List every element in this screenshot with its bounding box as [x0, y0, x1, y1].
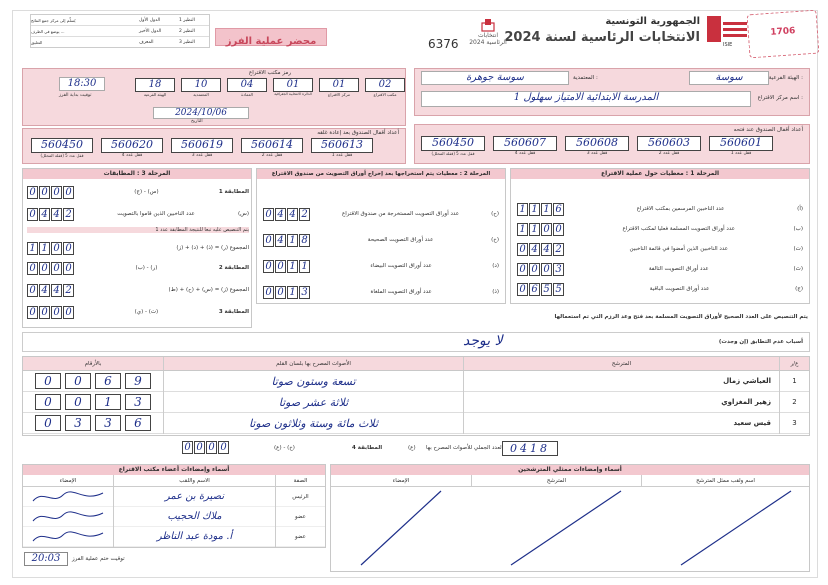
opening-locks-row — [421, 136, 773, 156]
digit-box[interactable]: 0 — [63, 262, 74, 275]
bundles-note: يتم التنصيص على العدد الصحيح لأوراق التصويت المسلمة بعد فتح وعد الرزم التي تم استعمالها — [554, 314, 808, 320]
start-time-label: توقيت بداية الفرز — [59, 93, 92, 98]
digit-box[interactable]: 0 — [263, 234, 274, 247]
members-title: أسماء وإمضاءات أعضاء مكتب الاقتراع — [23, 465, 325, 475]
digit-box[interactable]: 0 — [206, 441, 217, 454]
opening-locks-panel — [414, 124, 810, 164]
digit-box[interactable]: 0 — [35, 373, 61, 389]
stage1-label: عدد أوراق التصويت المسلمة فعليا لمكتب الاقتراع — [622, 226, 736, 232]
table-row — [23, 392, 809, 413]
closing-locks-label: أعداد أقفال الصندوق بعد إعادة غلقه — [317, 130, 399, 136]
copy-dest-2: يوضع في الظرف ... — [31, 29, 65, 34]
match2-label: المطابقة 2 — [218, 265, 249, 271]
match3-row — [27, 303, 249, 321]
digit-box[interactable]: 0 — [27, 306, 38, 319]
candidate-number: 1 — [779, 371, 809, 392]
stage1-label: عدد أوراق التصويت التالفة — [648, 266, 709, 272]
digit-box[interactable]: 0 — [35, 415, 61, 431]
opening-lock-3[interactable]: 560608 — [565, 136, 629, 151]
closing-locks-panel — [22, 128, 406, 164]
opening-lock-cap-5: قفل عدد 5 (قفلة المحلل) — [431, 151, 475, 156]
match1-label: المطابقة 1 — [218, 189, 249, 195]
match3-formula: (ي) - (ت) — [134, 309, 159, 315]
digit-box[interactable]: 0 — [51, 242, 62, 255]
closing-lock-cap-3: قفل عدد 3 — [191, 153, 213, 158]
opening-lock-cap-1: قفل عدد 1 — [730, 151, 752, 156]
code-imada[interactable]: 04 — [227, 78, 267, 92]
results-rows — [23, 371, 809, 434]
stage1-row — [517, 259, 803, 279]
office-code-panel — [22, 68, 406, 126]
code-district[interactable]: 01 — [273, 78, 313, 92]
stage1-letter: (ث) — [793, 266, 803, 272]
copy-3: النظير 3 — [179, 40, 195, 45]
office-info — [414, 68, 810, 116]
digit-box[interactable]: 0 — [39, 262, 50, 275]
digit-box[interactable]: 9 — [125, 373, 151, 389]
digit-box[interactable]: 6 — [553, 203, 564, 216]
stage1-row — [517, 239, 803, 259]
mismatch-label: أسباب عدم التطابق (إن وجدت) — [718, 339, 803, 345]
digit-box[interactable]: 0 — [553, 223, 564, 236]
stage2-row — [263, 279, 499, 305]
end-time-value[interactable]: 20:03 — [24, 552, 68, 566]
match2-row — [27, 259, 249, 277]
stage2-value[interactable] — [263, 208, 310, 221]
member-row — [23, 487, 325, 507]
match2-formula: (ب) - (ر) — [135, 265, 158, 271]
member-signature — [23, 527, 113, 547]
center-label: اسم مركز الاقتراع : — [757, 95, 803, 101]
observers-panel — [330, 464, 810, 572]
closing-lock-1[interactable]: 560613 — [311, 138, 373, 153]
election-title: الانتخابات الرئاسية لسنة 2024 — [504, 30, 700, 45]
col-digits: بالأرقام — [84, 361, 102, 367]
ballot-icon — [481, 18, 495, 32]
m2b-total-value[interactable] — [27, 284, 74, 297]
candidate-votes-words[interactable]: تسعة وستون صوتا — [163, 371, 463, 392]
closing-locks-row — [31, 138, 373, 158]
digit-box[interactable]: 1 — [27, 242, 38, 255]
closing-lock-3[interactable]: 560619 — [171, 138, 233, 153]
opening-lock-cap-3: قفل عدد 3 — [586, 151, 608, 156]
digit-box[interactable]: 3 — [95, 415, 121, 431]
date-label: التاريخ — [191, 119, 203, 124]
regional-label: الهيئة الفرعية : — [768, 75, 803, 81]
regional-value[interactable]: سوسة — [689, 71, 769, 85]
stage1-label: عدد أوراق التصويت الباقية — [649, 286, 710, 292]
mem-col-sign: الإمضاء — [59, 478, 77, 484]
digit-box[interactable]: 0 — [529, 263, 540, 276]
voters-voted-row — [27, 205, 249, 223]
digit-box[interactable]: 0 — [39, 186, 50, 199]
stamp-text: 1706 — [770, 26, 796, 38]
match1-row — [27, 183, 249, 201]
copy-2: النظير 2 — [179, 29, 195, 34]
obs-col-candidate: المترشح — [471, 475, 641, 486]
m2b-total-row — [27, 281, 249, 299]
closing-lock-2[interactable]: 560614 — [241, 138, 303, 153]
digit-box[interactable]: 0 — [65, 373, 91, 389]
stage1-value[interactable] — [517, 203, 564, 216]
total-votes-letter: (ع) — [408, 445, 416, 451]
stage3-panel — [22, 168, 252, 328]
digit-box[interactable]: 1 — [287, 286, 298, 299]
digit-box[interactable]: 0 — [51, 306, 62, 319]
stage1-row — [517, 199, 803, 219]
digit-box[interactable]: 8 — [299, 234, 310, 247]
copy-1: النظير 1 — [179, 18, 195, 23]
digit-box[interactable]: 1 — [517, 223, 528, 236]
code-label-3: الدائرة الانتخابية الجغرافية — [274, 92, 312, 96]
member-signature — [23, 507, 113, 527]
digit-box[interactable]: 2 — [63, 208, 74, 221]
m2-total-value[interactable] — [27, 242, 74, 255]
opening-lock-2[interactable]: 560603 — [637, 136, 701, 151]
total-votes-value[interactable]: 0418 — [502, 441, 558, 456]
municipality-value[interactable]: سوسة جوهرة — [421, 71, 569, 85]
closing-lock-cap-2: قفل عدد 2 — [261, 153, 283, 158]
code-label-5: المعتمدية — [193, 92, 209, 97]
opening-locks-label: أعداد أقفال الصندوق عند فتحه — [733, 127, 803, 133]
digit-box[interactable]: 2 — [553, 243, 564, 256]
digit-box[interactable]: 1 — [299, 260, 310, 273]
candidate-number: 2 — [779, 392, 809, 413]
digit-box[interactable]: 6 — [125, 415, 151, 431]
digit-box[interactable]: 1 — [517, 203, 528, 216]
digit-box[interactable]: 3 — [125, 394, 151, 410]
voters-voted-label: عدد الناخبين الذين قاموا بالتصويت — [117, 211, 195, 217]
copy-use-1: الدول الأول — [139, 18, 161, 23]
digit-box[interactable]: 5 — [541, 283, 552, 296]
digit-box[interactable]: 4 — [39, 208, 50, 221]
record-title-text: محضر عملية الفرز — [225, 36, 317, 47]
stage2-row — [263, 201, 499, 227]
table-row — [23, 371, 809, 392]
m2b-total-label: المجموع (ز) = (س) + (ح) + (ط) — [168, 287, 249, 293]
mismatch-value[interactable]: لا يوجد — [463, 333, 503, 349]
digit-box[interactable]: 0 — [39, 306, 50, 319]
digit-box[interactable]: 4 — [541, 243, 552, 256]
digit-box[interactable]: 0 — [275, 286, 286, 299]
stage1-value[interactable] — [517, 263, 564, 276]
start-time-value[interactable]: 18:30 — [59, 77, 105, 91]
stage3-title: المرحلة 3 : المطابقات — [23, 169, 251, 179]
stage2-label: عدد أوراق التصويت الصحيحة — [367, 237, 434, 243]
stage1-row — [517, 279, 803, 299]
digit-box[interactable]: 4 — [39, 284, 50, 297]
table-row — [23, 413, 809, 434]
digit-box[interactable]: 2 — [63, 284, 74, 297]
member-row — [23, 507, 325, 527]
col-words: الأصوات المصرح بها بلسان القلم — [163, 357, 463, 370]
members-rows — [23, 487, 325, 547]
match2-value[interactable] — [27, 262, 74, 275]
official-stamp — [747, 10, 820, 59]
code-label-1: مكتب الاقتراع — [373, 92, 397, 97]
stage2-letter: (خ) — [491, 237, 499, 243]
stage2-title: المرحلة 2 : معطيات يتم استخراجها بعد إخراج أوراق التصويت من صندوق الاقتراع — [257, 169, 505, 179]
stage2-label: عدد أوراق التصويت البيضاء — [370, 263, 432, 269]
digit-box[interactable]: 6 — [95, 373, 121, 389]
digit-box[interactable]: 3 — [299, 286, 310, 299]
stage1-letter: (ت) — [793, 246, 803, 252]
stage2-label: عدد أوراق التصويت المستخرجة من صندوق الاقتراع — [342, 211, 460, 217]
center-value[interactable]: المدرسة الابتدائية الامتياز سهلول 1 — [421, 91, 751, 107]
digit-box[interactable]: 1 — [287, 234, 298, 247]
code-label-6: الهيئة الفرعية — [143, 92, 167, 97]
opening-lock-5[interactable]: 560450 — [421, 136, 485, 151]
candidate-name: قيس سعيد — [463, 413, 779, 434]
member-role: عضو — [275, 507, 325, 527]
col-number: ع/ر — [779, 357, 809, 370]
isie-label: ISIE — [723, 42, 733, 48]
digit-box[interactable]: 4 — [275, 234, 286, 247]
code-delegation[interactable]: 10 — [181, 78, 221, 92]
republic-name: الجمهورية التونسية — [605, 16, 700, 27]
candidate-number: 3 — [779, 413, 809, 434]
member-name[interactable]: أ. مودة عبد الناظر — [113, 527, 275, 547]
stage1-label: عدد الناخبين المرسمين بمكتب الاقتراع — [636, 206, 725, 212]
office-code-fields — [135, 78, 405, 97]
digit-box[interactable]: 0 — [63, 306, 74, 319]
digit-box[interactable]: 0 — [263, 260, 274, 273]
digit-box[interactable]: 0 — [63, 242, 74, 255]
closing-lock-cap-1: قفل عدد 1 — [331, 153, 353, 158]
digit-box[interactable]: 4 — [51, 284, 62, 297]
opening-lock-cap-4: قفل عدد 4 — [514, 151, 536, 156]
stage1-value[interactable] — [517, 243, 564, 256]
closing-lock-4[interactable]: 560620 — [101, 138, 163, 153]
code-label-4: العمادة — [241, 92, 253, 97]
copy-dest-1: يُسلَّم إلى مركز جمع النتائج — [31, 18, 76, 23]
digit-box[interactable]: 3 — [553, 263, 564, 276]
mem-col-role: الصفة — [275, 475, 325, 486]
digit-box[interactable]: 0 — [35, 394, 61, 410]
office-code-title: رمز مكتب الاقتراع — [249, 70, 291, 76]
stage1-value[interactable] — [517, 223, 564, 236]
observers-title: أسماء وإمضاءات ممثلي المترشحين — [331, 465, 809, 475]
voters-voted-letter: (س) — [237, 211, 249, 217]
match2-note: يتم التنصيص عليه تبعا للنتيجة المطابقة عدد 1 — [27, 227, 249, 233]
digit-box[interactable]: 4 — [51, 208, 62, 221]
digit-box[interactable]: 0 — [51, 262, 62, 275]
candidate-votes-digits[interactable] — [23, 394, 163, 410]
member-role: الرئيس — [275, 487, 325, 507]
observers-crossed-out — [331, 487, 811, 571]
date-value[interactable]: 2024/10/06 — [153, 107, 249, 119]
opening-lock-1[interactable]: 560601 — [709, 136, 773, 151]
candidate-votes-digits[interactable] — [23, 415, 163, 431]
results-header — [23, 357, 809, 371]
members-panel — [22, 464, 326, 548]
stage2-value[interactable] — [263, 260, 310, 273]
stage1-letter: (ج) — [795, 286, 803, 292]
digit-box[interactable]: 0 — [27, 262, 38, 275]
results-total-row — [22, 438, 810, 460]
digit-box[interactable]: 0 — [194, 441, 205, 454]
stage1-title: المرحلة 1 : معطيات حول عملية الاقتراع — [511, 169, 809, 179]
stage2-letter: (د) — [492, 263, 499, 269]
digit-box[interactable]: 0 — [263, 208, 274, 221]
digit-box[interactable]: 0 — [517, 283, 528, 296]
digit-box[interactable]: 4 — [287, 208, 298, 221]
m2-total-row — [27, 239, 249, 257]
digit-box[interactable]: 0 — [182, 441, 193, 454]
digit-box[interactable]: 0 — [541, 263, 552, 276]
digit-box[interactable]: 0 — [63, 186, 74, 199]
isie-logo — [705, 14, 749, 50]
stage2-row — [263, 253, 499, 279]
digit-box[interactable]: 1 — [541, 203, 552, 216]
digit-box[interactable]: 0 — [541, 223, 552, 236]
obs-col-name: اسم ولقب ممثل المترشح — [641, 475, 809, 486]
code-polling-office[interactable]: 02 — [365, 78, 405, 92]
digit-box[interactable]: 4 — [529, 243, 540, 256]
stage1-row — [517, 219, 803, 239]
closing-lock-5[interactable]: 560450 — [31, 138, 93, 153]
match4-label: المطابقة 4 — [352, 445, 383, 451]
member-role: عضو — [275, 527, 325, 547]
digit-box[interactable]: 0 — [65, 394, 91, 410]
digit-box[interactable]: 0 — [51, 186, 62, 199]
member-name[interactable]: نصيرة بن عمر — [113, 487, 275, 507]
copy-use-3: المعرف — [139, 40, 154, 45]
mismatch-row — [22, 332, 810, 352]
digit-box[interactable]: 1 — [95, 394, 121, 410]
member-name[interactable]: ملاك الحجيب — [113, 507, 275, 527]
record-title — [215, 28, 327, 46]
digit-box[interactable]: 0 — [275, 260, 286, 273]
digit-box[interactable]: 0 — [27, 208, 38, 221]
candidate-name: زهير المغزاوي — [463, 392, 779, 413]
member-row — [23, 527, 325, 547]
stage2-letter: (ح) — [491, 211, 499, 217]
candidate-name: العياشي زمال — [463, 371, 779, 392]
member-signature — [23, 487, 113, 507]
closing-lock-cap-4: قفل عدد 4 — [121, 153, 143, 158]
candidate-votes-words[interactable]: ثلاث مائة وستة وثلاثون صوتا — [163, 413, 463, 434]
stage2-letter: (ذ) — [492, 289, 499, 295]
digit-box[interactable]: 4 — [275, 208, 286, 221]
stage1-letter: (ب) — [793, 226, 803, 232]
stage2-panel — [256, 168, 506, 304]
stage2-value[interactable] — [263, 234, 310, 247]
document-number: 6376 — [428, 37, 459, 51]
candidate-votes-words[interactable]: ثلاثة عشر صوتا — [163, 392, 463, 413]
col-candidate: المترشح — [463, 357, 779, 370]
closing-lock-cap-5: قفل عدد 5 (قفلة المحلل) — [40, 153, 84, 158]
match1-formula: (ج) - (س) — [134, 189, 159, 195]
digit-box[interactable]: 0 — [27, 284, 38, 297]
digit-box[interactable]: 0 — [27, 186, 38, 199]
match3-value[interactable] — [27, 306, 74, 319]
digit-box[interactable]: 0 — [517, 263, 528, 276]
stage1-label: عدد الناخبين الذين أمضوا في قائمة الناخبين — [629, 246, 729, 252]
code-label-2: مركز الاقتراع — [328, 92, 350, 97]
total-votes-label: العدد الجملي للأصوات المصرح بها — [426, 445, 504, 451]
voters-voted-value[interactable] — [27, 208, 74, 221]
obs-col-sign: الإمضاء — [392, 478, 410, 484]
m2-total-label: المجموع (ر) = (ذ) + (د) + (ز) — [176, 245, 249, 251]
stage2-label: عدد أوراق التصويت الملغاة — [370, 289, 432, 295]
digit-box[interactable]: 3 — [65, 415, 91, 431]
digit-box[interactable]: 2 — [299, 208, 310, 221]
code-regional[interactable]: 18 — [135, 78, 175, 92]
opening-lock-cap-2: قفل عدد 2 — [658, 151, 680, 156]
code-polling-center[interactable]: 01 — [319, 78, 359, 92]
mem-col-name: الاسم واللقب — [113, 475, 275, 486]
digit-box[interactable]: 5 — [553, 283, 564, 296]
stage2-value[interactable] — [263, 286, 310, 299]
digit-box[interactable]: 1 — [287, 260, 298, 273]
copies-table — [30, 14, 210, 48]
digit-box[interactable]: 1 — [529, 203, 540, 216]
digit-box[interactable]: 0 — [218, 441, 229, 454]
results-table — [22, 356, 810, 436]
stage2-row — [263, 227, 499, 253]
municipality-label: المعتمدية : — [573, 75, 598, 81]
match4-value[interactable] — [182, 441, 229, 454]
stage2-rows — [257, 179, 505, 305]
stage1-rows — [511, 179, 809, 299]
opening-lock-4[interactable]: 560607 — [493, 136, 557, 151]
digit-box[interactable]: 0 — [517, 243, 528, 256]
election-logo-text: انتخابات الرئاسية 2024 — [469, 32, 507, 46]
digit-box[interactable]: 0 — [263, 286, 274, 299]
stage1-letter: (أ) — [797, 206, 803, 212]
copy-use-2: الدول الأخير — [139, 29, 162, 34]
end-time-label: توقيت ختم عملية الفرز — [72, 556, 125, 562]
match1-value[interactable] — [27, 186, 74, 199]
digit-box[interactable]: 1 — [529, 223, 540, 236]
digit-box[interactable]: 6 — [529, 283, 540, 296]
copy-dest-3: التعليق — [31, 40, 43, 45]
stage1-panel — [510, 168, 810, 304]
candidate-votes-digits[interactable] — [23, 373, 163, 389]
digit-box[interactable]: 1 — [39, 242, 50, 255]
match3-label: المطابقة 3 — [218, 309, 249, 315]
stage1-value[interactable] — [517, 283, 564, 296]
match4-formula: (ع) - (خ) — [274, 445, 295, 451]
